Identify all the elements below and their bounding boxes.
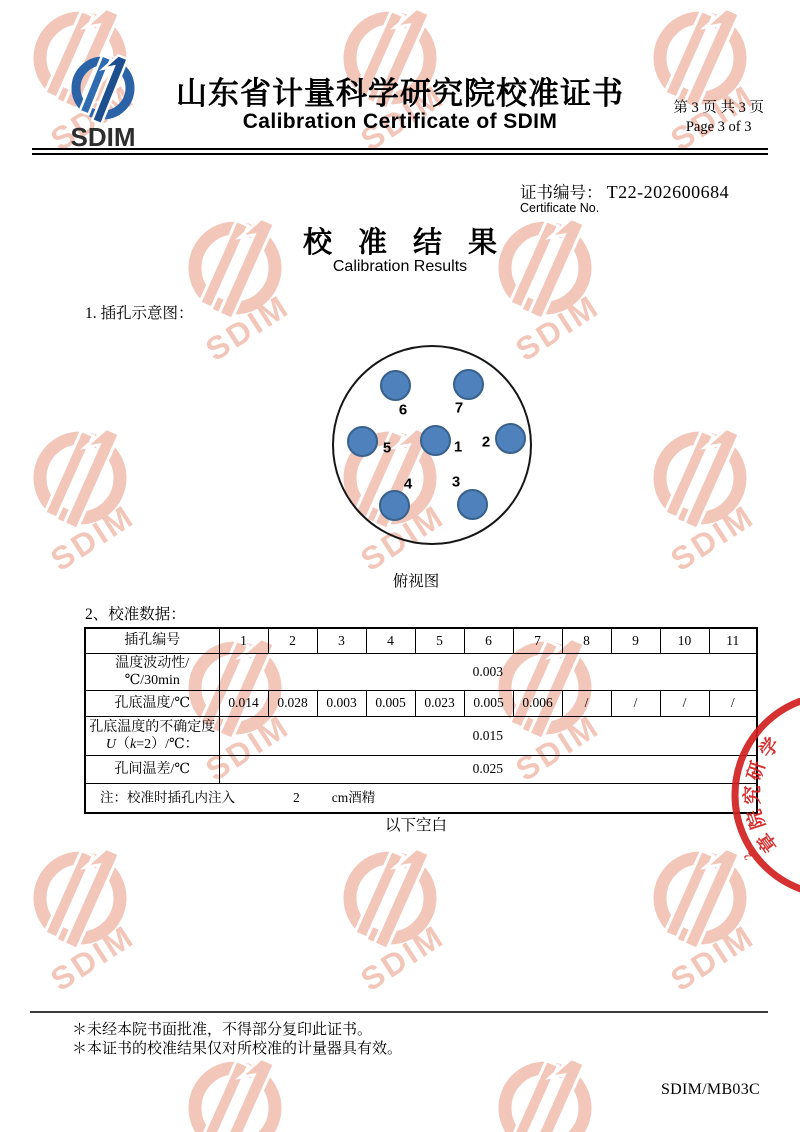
results-heading-cn: 校准结果 [302, 227, 523, 259]
table-row-note [85, 784, 757, 814]
table-row-hole-number [85, 628, 757, 654]
hole-dot-1 [420, 425, 451, 456]
note-prefix: 注：校准时插孔内注入 [100, 789, 235, 805]
row-label-line1: 孔底温度的不确定度 [89, 719, 216, 735]
cell-value: 0.023 [415, 691, 464, 717]
page-info [673, 99, 764, 137]
hole-label-2: 2 [481, 433, 491, 451]
seal-char: 学 [755, 734, 785, 762]
col-header: 8 [562, 628, 611, 654]
table-row-uncertainty [85, 717, 757, 756]
section1-heading: 1. 插孔示意图： [85, 305, 194, 322]
cell-value: 0.014 [219, 691, 268, 717]
hole-label-3: 3 [451, 473, 461, 491]
hole-label-1: 1 [453, 438, 463, 456]
page-info-en: Page 3 of 3 [685, 119, 752, 135]
cell-value: 0.003 [317, 691, 366, 717]
row-label: 孔间温差/℃ [85, 756, 219, 784]
merged-value: 0.003 [219, 654, 757, 691]
page-info-cn: 第 3 页 共 3 页 [673, 100, 764, 116]
table-row-bottom-temp [85, 691, 757, 717]
col-header: 10 [660, 628, 709, 654]
certificate-title-en: Calibration Certificate of SDIM [242, 110, 558, 133]
hole-label-7: 7 [454, 399, 464, 417]
col-header: 6 [464, 628, 513, 654]
certificate-number-label: 证书编号： [520, 183, 603, 202]
footer-rule [30, 1011, 768, 1013]
header-double-rule [32, 148, 768, 155]
hole-diagram [332, 345, 532, 545]
calibration-table [84, 627, 758, 814]
table-row-fluctuation [85, 654, 757, 691]
certificate-number-label-en: Certificate No. [520, 201, 600, 215]
seal-char: 研 [744, 758, 770, 784]
cell-value: 0.006 [513, 691, 562, 717]
note-suffix: cm酒精 [331, 789, 376, 805]
footnotes [72, 1021, 402, 1059]
cell-value: / [611, 691, 660, 717]
seal-char-small: 2 [741, 850, 755, 862]
col-header: 11 [709, 628, 757, 654]
hole-dot-5 [347, 426, 378, 457]
merged-value: 0.015 [219, 717, 757, 756]
blank-below-note: 以下空白 [384, 817, 447, 834]
col-header: 7 [513, 628, 562, 654]
document-code: SDIM/MB03C [660, 1081, 760, 1098]
hole-dot-6 [380, 370, 411, 401]
hole-dot-4 [379, 490, 410, 521]
seal-char: 究 [742, 785, 764, 805]
table-row-hole-diff [85, 756, 757, 784]
section2-heading: 2、校准数据： [85, 606, 186, 623]
hole-dot-3 [457, 489, 488, 520]
cell-value: / [660, 691, 709, 717]
cell-value: / [562, 691, 611, 717]
seal-char: 章 [753, 828, 783, 856]
seal-char: 院 [744, 806, 770, 832]
hole-label-5: 5 [382, 439, 392, 457]
col-header: 4 [366, 628, 415, 654]
table-note [85, 784, 757, 814]
col-header: 3 [317, 628, 366, 654]
col-header: 1 [219, 628, 268, 654]
col-header: 9 [611, 628, 660, 654]
row-label [85, 654, 219, 691]
row-label: 孔底温度/℃ [85, 691, 219, 717]
certificate-number-value: T22-202600684 [606, 182, 730, 202]
row-label [85, 717, 219, 756]
col-header: 2 [268, 628, 317, 654]
note-amount: 2 [293, 789, 300, 805]
hole-dot-2 [495, 423, 526, 454]
col-header: 5 [415, 628, 464, 654]
row-label-line2: U（k=2）/℃： [105, 737, 199, 752]
cell-value: / [709, 691, 757, 717]
hole-label-6: 6 [398, 401, 408, 419]
row-label: 插孔编号 [85, 628, 219, 654]
footnote-2: ＊本证书的校准结果仅对所校准的计量器具有效。 [72, 1041, 403, 1057]
results-heading-en: Calibration Results [332, 258, 468, 275]
merged-value: 0.025 [219, 756, 757, 784]
row-label-line2: ℃/30min [124, 673, 180, 688]
cell-value: 0.028 [268, 691, 317, 717]
certificate-number-line [520, 179, 729, 203]
row-label-line1: 温度波动性/ [115, 655, 190, 671]
top-view-caption: 俯视图 [392, 573, 440, 590]
cell-value: 0.005 [464, 691, 513, 717]
official-seal-icon [730, 698, 800, 893]
logo-text: SDIM [70, 122, 136, 152]
certificate-title-cn: 山东省计量科学研究院校准证书 [176, 76, 624, 111]
footnote-1: ＊未经本院书面批准，不得部分复印此证书。 [72, 1022, 373, 1038]
hole-label-4: 4 [403, 475, 413, 493]
cell-value: 0.005 [366, 691, 415, 717]
hole-dot-7 [453, 369, 484, 400]
